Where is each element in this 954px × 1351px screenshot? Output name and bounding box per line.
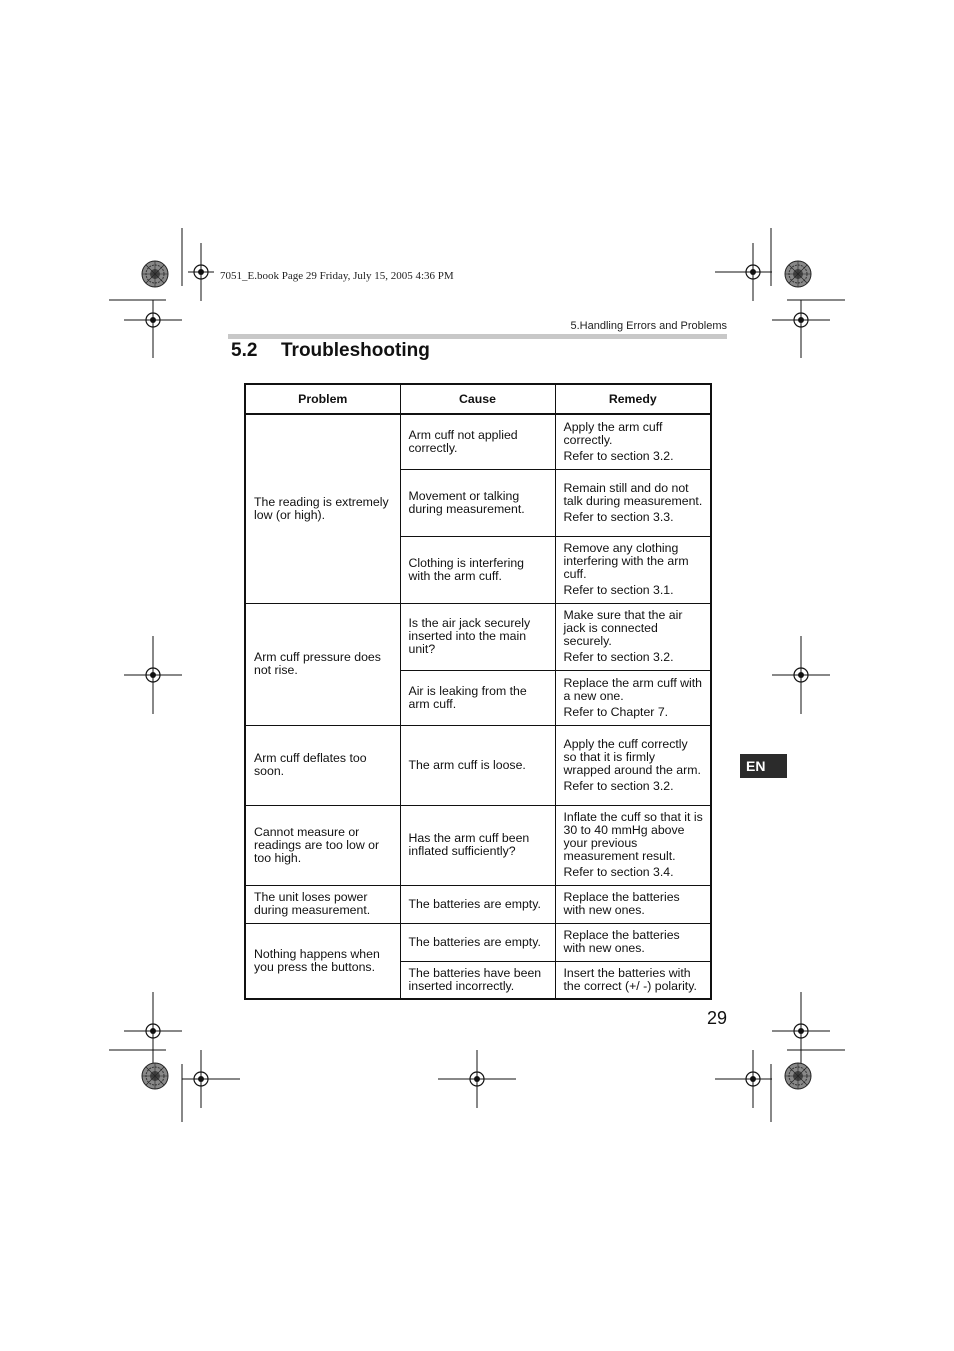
remedy-text: Replace the batteries with new ones. xyxy=(563,928,680,955)
color-target-icon xyxy=(142,261,168,287)
cause-cell: Air is leaking from the arm cuff. xyxy=(400,670,555,725)
remedy-cell xyxy=(555,469,711,536)
column-header-remedy: Remedy xyxy=(555,384,711,414)
remedy-text: Apply the arm cuff correctly. xyxy=(563,419,663,447)
cause-cell: Arm cuff not applied correctly. xyxy=(400,414,555,469)
remedy-text: Remain still and do not talk during measurement. xyxy=(563,480,703,508)
section-title xyxy=(231,340,430,362)
remedy-reference: Refer to section 3.3. xyxy=(563,509,674,524)
table-header-row xyxy=(245,384,711,414)
remedy-text: Apply the cuff correctly so that it is firmly wrapped around the arm. xyxy=(563,736,701,777)
section-title-text: Troubleshooting xyxy=(281,340,430,361)
remedy-cell xyxy=(555,961,711,999)
remedy-cell xyxy=(555,885,711,923)
remedy-reference: Refer to section 3.2. xyxy=(563,650,674,664)
remedy-cell xyxy=(555,725,711,805)
remedy-reference: Refer to section 3.2. xyxy=(563,448,674,463)
remedy-cell xyxy=(555,923,711,961)
remedy-reference: Refer to section 3.2. xyxy=(563,778,674,793)
table-row xyxy=(245,725,711,805)
chapter-header: 5.Handling Errors and Problems xyxy=(570,320,727,332)
remedy-text: Replace the arm cuff with a new one. xyxy=(563,675,703,703)
header-rule xyxy=(228,334,727,339)
color-target-icon xyxy=(785,1063,811,1089)
cause-cell: Is the air jack securely inserted into the main unit? xyxy=(400,603,555,670)
remedy-reference: Refer to Chapter 7. xyxy=(563,704,669,719)
remedy-cell xyxy=(555,805,711,885)
troubleshooting-table xyxy=(244,383,712,1000)
remedy-text: Make sure that the air jack is connected securely. xyxy=(563,608,683,648)
table-row xyxy=(245,923,711,961)
print-info-line: 7051_E.book Page 29 Friday, July 15, 2005 4:36 PM xyxy=(220,270,454,282)
cause-cell: Movement or talking during measurement. xyxy=(400,469,555,536)
remedy-text: Replace the batteries with new ones. xyxy=(563,890,680,917)
problem-cell: Arm cuff pressure does not rise. xyxy=(245,603,400,725)
table-row xyxy=(245,885,711,923)
remedy-cell xyxy=(555,414,711,469)
remedy-text: Insert the batteries with the correct (+/ -) polarity. xyxy=(563,965,697,993)
column-header-cause: Cause xyxy=(400,384,555,414)
problem-cell: Arm cuff deflates too soon. xyxy=(245,725,400,805)
remedy-text: Inflate the cuff so that it is 30 to 40 mmHg above your previous measurement result. xyxy=(563,810,703,863)
table-row xyxy=(245,603,711,670)
problem-cell: Cannot measure or readings are too low or too high. xyxy=(245,805,400,885)
cause-cell: The batteries are empty. xyxy=(400,923,555,961)
cause-cell: Clothing is interfering with the arm cuff. xyxy=(400,536,555,603)
color-target-icon xyxy=(142,1063,168,1089)
remedy-reference: Refer to section 3.1. xyxy=(563,583,674,597)
color-target-icon xyxy=(785,261,811,287)
cause-cell: Has the arm cuff been inflated sufficiently? xyxy=(400,805,555,885)
remedy-text: Remove any clothing interfering with the arm cuff. xyxy=(563,541,689,581)
section-number: 5.2 xyxy=(231,340,258,361)
remedy-reference: Refer to section 3.4. xyxy=(563,865,674,879)
cause-cell: The arm cuff is loose. xyxy=(400,725,555,805)
remedy-cell xyxy=(555,603,711,670)
cause-cell: The batteries have been inserted incorrectly. xyxy=(400,961,555,999)
problem-cell: The reading is extremely low (or high). xyxy=(245,414,400,603)
problem-cell: The unit loses power during measurement. xyxy=(245,885,400,923)
cause-cell: The batteries are empty. xyxy=(400,885,555,923)
table-row xyxy=(245,414,711,469)
table-row xyxy=(245,805,711,885)
problem-cell: Nothing happens when you press the buttons. xyxy=(245,923,400,999)
language-tab: EN xyxy=(740,754,787,778)
remedy-cell xyxy=(555,670,711,725)
remedy-cell xyxy=(555,536,711,603)
page-number: 29 xyxy=(706,1008,727,1028)
column-header-problem: Problem xyxy=(245,384,400,414)
